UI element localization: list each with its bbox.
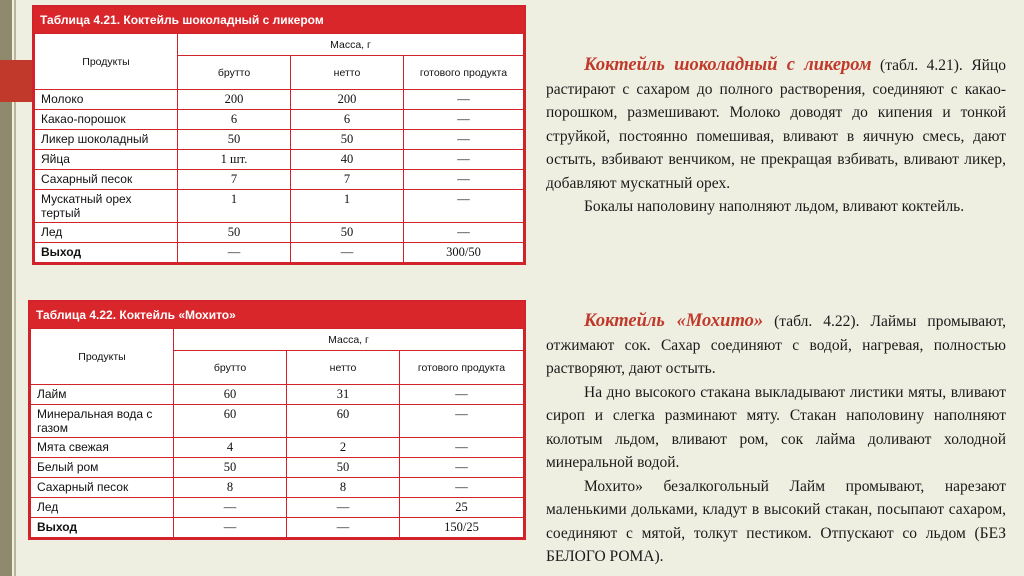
row-ready: 150/25 — [400, 518, 524, 538]
table-row — [31, 478, 524, 498]
row-brutto: 1 шт. — [178, 150, 291, 170]
row-brutto: — — [178, 243, 291, 263]
col-products: Продукты — [31, 329, 174, 385]
row-brutto: 7 — [178, 170, 291, 190]
row-ready: — — [404, 110, 524, 130]
recipe-text-chocolate — [546, 54, 1006, 219]
col-products: Продукты — [35, 34, 178, 90]
recipe-table — [34, 33, 524, 263]
row-product-name: Сахарный песок — [35, 170, 178, 190]
row-netto: 50 — [291, 223, 404, 243]
row-brutto: — — [174, 498, 287, 518]
recipe-title: Коктейль шоколадный с ликером — [584, 55, 872, 75]
row-product-name: Мята свежая — [31, 438, 174, 458]
left-red-accent — [0, 60, 34, 102]
row-product-name: Какао-порошок — [35, 110, 178, 130]
col-ready: готового продукта — [404, 56, 524, 90]
col-brutto: брутто — [178, 56, 291, 90]
table-row — [35, 223, 524, 243]
row-netto: — — [287, 518, 400, 538]
col-netto: нетто — [287, 351, 400, 385]
recipe-title: Коктейль «Мохито» — [584, 311, 764, 331]
table-caption — [30, 302, 524, 328]
row-ready: — — [400, 385, 524, 405]
row-ready: — — [400, 458, 524, 478]
row-product-name: Лайм — [31, 385, 174, 405]
table-row — [31, 458, 524, 478]
col-mass: Масса, г — [174, 329, 524, 351]
row-netto: 60 — [287, 405, 400, 438]
row-product-name: Мускатный орех тертый — [35, 190, 178, 223]
row-netto: 200 — [291, 90, 404, 110]
row-product-name: Молоко — [35, 90, 178, 110]
table-row — [31, 405, 524, 438]
row-netto: 8 — [287, 478, 400, 498]
table-row — [35, 190, 524, 223]
row-ready: — — [400, 405, 524, 438]
row-ready: 25 — [400, 498, 524, 518]
row-netto: — — [287, 498, 400, 518]
row-netto: 1 — [291, 190, 404, 223]
row-brutto: 1 — [178, 190, 291, 223]
table-row — [31, 438, 524, 458]
table-row — [31, 498, 524, 518]
row-ready: — — [404, 90, 524, 110]
row-ready: — — [404, 150, 524, 170]
row-ready: — — [404, 130, 524, 150]
table-caption-title: Коктейль «Мохито» — [119, 308, 236, 322]
row-brutto: 6 — [178, 110, 291, 130]
row-netto: 7 — [291, 170, 404, 190]
row-product-name: Белый ром — [31, 458, 174, 478]
recipe-paragraph: Мохито» безалкогольный Лайм промывают, нарезают маленькими дольками, кладут в высокий стакан, посыпают сахаром, соединяют с мятой, толкут пестиком. Отпускают со льдом (БЕЗ БЕЛОГО РОМА). — [546, 477, 1006, 565]
col-brutto: брутто — [174, 351, 287, 385]
row-netto: — — [291, 243, 404, 263]
row-product-name: Выход — [31, 518, 174, 538]
row-product-name: Лед — [31, 498, 174, 518]
row-netto: 2 — [287, 438, 400, 458]
row-brutto: — — [174, 518, 287, 538]
row-netto: 50 — [291, 130, 404, 150]
row-brutto: 50 — [174, 458, 287, 478]
recipe-paragraph: Бокалы наполовину наполняют льдом, вливают коктейль. — [584, 198, 965, 215]
recipe-paragraph: На дно высокого стакана выкладывают листики мяты, вливают сироп и слегка разминают мяту. Стакан наполовину наполняют колотым льдом, вливают ром, сок лайма доливают холодной минеральной водой. — [546, 383, 1006, 471]
row-product-name: Ликер шоколадный — [35, 130, 178, 150]
table-row — [35, 110, 524, 130]
row-ready: — — [400, 478, 524, 498]
row-ready: — — [404, 190, 524, 223]
table-caption-number: Таблица 4.22. — [36, 308, 117, 322]
table-4-21 — [32, 5, 526, 265]
recipe-paragraph: (табл. 4.22). Лаймы промывают, отжимают сок. Сахар соединяют с водой, нагревая, полностью растворяют, дают остыть. — [546, 313, 1006, 377]
row-brutto: 60 — [174, 385, 287, 405]
row-brutto: 60 — [174, 405, 287, 438]
col-netto: нетто — [291, 56, 404, 90]
row-brutto: 8 — [174, 478, 287, 498]
recipe-table — [30, 328, 524, 538]
recipe-text-mojito — [546, 310, 1006, 569]
table-row — [35, 90, 524, 110]
table-row — [35, 170, 524, 190]
row-ready: — — [404, 223, 524, 243]
row-ready: 300/50 — [404, 243, 524, 263]
table-row — [35, 130, 524, 150]
col-ready: готового продукта — [400, 351, 524, 385]
table-caption-title: Коктейль шоколадный с ликером — [123, 13, 324, 27]
table-row — [31, 518, 524, 538]
col-mass: Масса, г — [178, 34, 524, 56]
row-netto: 40 — [291, 150, 404, 170]
row-ready: — — [404, 170, 524, 190]
row-product-name: Минеральная вода с газом — [31, 405, 174, 438]
row-product-name: Сахарный песок — [31, 478, 174, 498]
row-brutto: 50 — [178, 223, 291, 243]
row-netto: 31 — [287, 385, 400, 405]
table-row — [31, 385, 524, 405]
row-ready: — — [400, 438, 524, 458]
row-product-name: Лед — [35, 223, 178, 243]
row-brutto: 50 — [178, 130, 291, 150]
table-caption — [34, 7, 524, 33]
row-netto: 50 — [287, 458, 400, 478]
table-row — [35, 150, 524, 170]
table-caption-number: Таблица 4.21. — [40, 13, 121, 27]
row-netto: 6 — [291, 110, 404, 130]
table-4-22 — [28, 300, 526, 540]
row-product-name: Яйца — [35, 150, 178, 170]
row-brutto: 4 — [174, 438, 287, 458]
row-brutto: 200 — [178, 90, 291, 110]
row-product-name: Выход — [35, 243, 178, 263]
table-row — [35, 243, 524, 263]
recipe-paragraph: (табл. 4.21). Яйцо растирают с сахаром до полного растворения, соединяют с какао-порошком, размешивают. Молоко доводят до кипения и тонкой струйкой, постоянно помешивая, вливают в яичную смесь, дают остыть, взбивают венчиком, не прекращая взбивать, вливают ликер, добавляют мускатный орех. — [546, 57, 1006, 192]
